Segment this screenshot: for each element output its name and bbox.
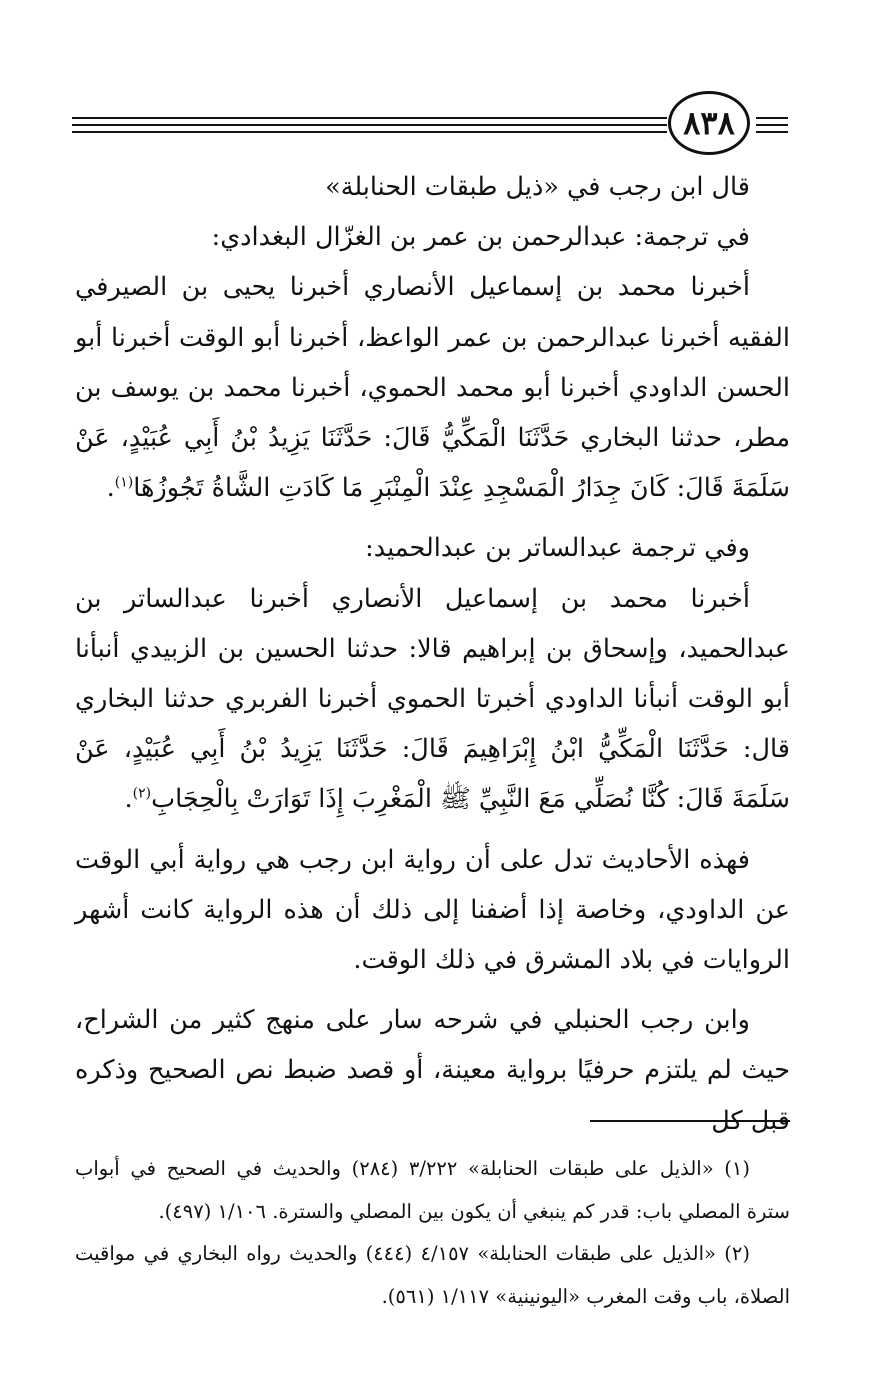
footnote-ref: (١) [114,474,134,491]
paragraph-end: . [124,784,133,815]
paragraph [75,574,790,825]
paragraph-end: . [106,473,115,504]
paragraph [75,162,790,212]
header-rule [756,124,788,126]
page-number: ٨٣٨ [668,91,750,155]
paragraph-text: أخبرنا محمد بن إسماعيل الأنصاري أخبرنا يحيى بن الصيرفي الفقيه أخبرنا عبدالرحمن بن عمر الواعظ، أخبرنا أبو الوقت أخبرنا أبو الحسن الداودي أخبرنا أبو محمد الحموي، أخبرنا محمد بن يوسف بن مطر، حدثنا البخاري حَدَّثَنَا الْمَكِّيُّ قَالَ: حَدَّثَنَا يَزِيدُ بْنُ أَبِي عُبَيْدٍ، عَنْ سَلَمَةَ قَالَ: كَانَ جِدَارُ الْمَسْجِدِ عِنْدَ الْمِنْبَرِ مَا كَادَتِ الشَّاةُ تَجُوزُهَا [75,272,790,504]
header-rule [72,131,667,133]
paragraph [75,835,790,986]
main-text [75,162,790,1146]
footnote: (١) «الذيل على طبقات الحنابلة» ٣/٢٢٢ (٢٨٤) والحديث في الصحيح في أبواب سترة المصلي باب: قدر كم ينبغي أن يكون بين المصلي والسترة. ١/١٠٦ (٤٩٧). [75,1157,790,1223]
paragraph-text: في ترجمة: عبدالرحمن بن عمر بن الغزّال البغدادي: [211,222,750,253]
paragraph-text: وفي ترجمة عبدالساتر بن عبدالحميد: [365,533,750,564]
footnote: (٢) «الذيل على طبقات الحنابلة» ٤/١٥٧ (٤٤٤) والحديث رواه البخاري في مواقيت الصلاة، باب وقت المغرب «اليونينية» ١/١١٧ (٥٦١). [75,1242,790,1308]
header-rule [72,124,667,126]
paragraph-text: فهذه الأحاديث تدل على أن رواية ابن رجب هي رواية أبي الوقت عن الداودي، وخاصة إذا أضفنا إلى ذلك أن هذه الرواية كانت أشهر الروايات في بلاد المشرق في ذلك الوقت. [75,844,790,976]
header-rule [756,117,788,119]
footnote-ref: (٢) [132,785,152,802]
paragraph [75,212,790,262]
paragraph-text: أخبرنا محمد بن إسماعيل الأنصاري أخبرنا عبدالساتر بن عبدالحميد، وإسحاق بن إبراهيم قالا: حدثنا الحسين بن الزبيدي أنبأنا أبو الوقت أنبأنا الداودي أخبرتا الحموي أخبرنا الفربري حدثنا البخاري قال: حَدَّثَنَا الْمَكِّيُّ ابْنُ إِبْرَاهِيمَ قَالَ: حَدَّثَنَا يَزِيدُ بْنُ أَبِي عُبَيْدٍ، عَنْ سَلَمَةَ قَالَ: كُنَّا نُصَلِّي مَعَ النَّبِيِّ ﷺ الْمَغْرِبَ إِذَا تَوَارَتْ بِالْحِجَابِ [75,583,790,815]
header-rule [756,131,788,133]
paragraph [75,262,790,513]
header-rule [72,117,667,119]
paragraph [75,995,790,1146]
paragraph-text: قال ابن رجب في «ذيل طبقات الحنابلة» [325,172,750,202]
paragraph-text: وابن رجب الحنبلي في شرحه سار على منهج كثير من الشراح، حيث لم يلتزم حرفيًا برواية معينة، أو قصد ضبط نص الصحيح وذكره قبل كل [75,1005,790,1136]
footnotes [75,1148,790,1318]
paragraph [75,523,790,573]
footnote-separator [590,1120,790,1122]
